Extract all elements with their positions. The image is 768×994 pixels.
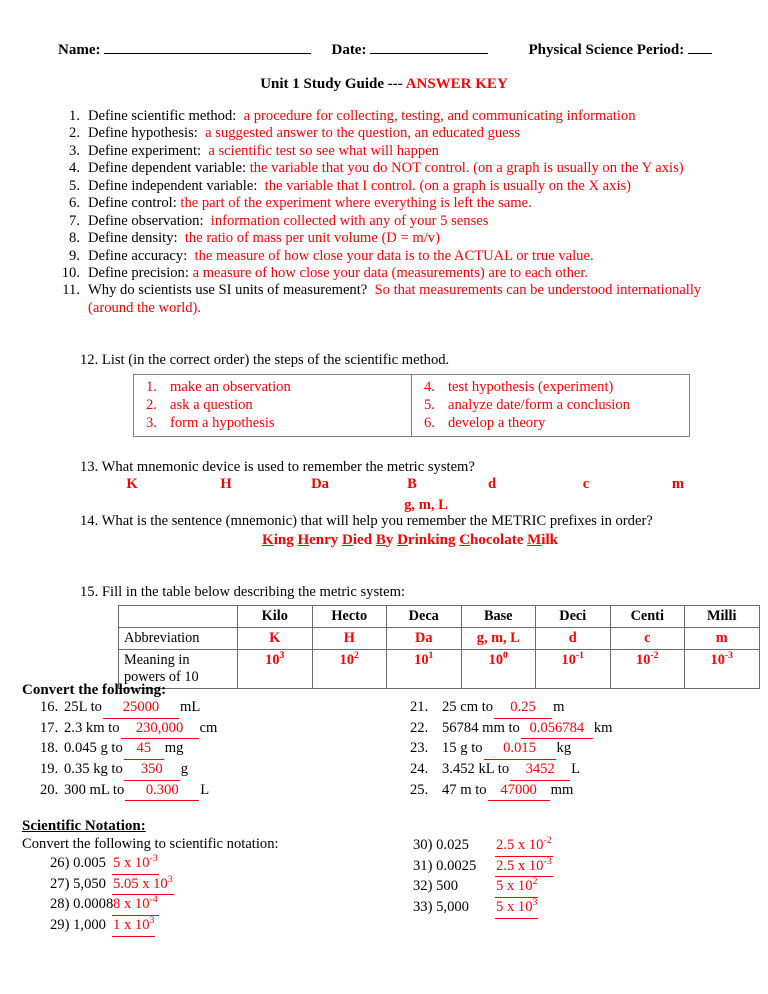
item-number: 8. bbox=[69, 230, 80, 247]
problem-value: 5,050 bbox=[73, 875, 106, 892]
list-item bbox=[58, 213, 718, 230]
item-number: 16. bbox=[40, 699, 59, 715]
item-prompt: List (in the correct order) the steps of the scientific method. bbox=[101, 352, 450, 368]
power-centi bbox=[610, 650, 685, 689]
item-answer: So that measurements can be understood internationally (around the world). bbox=[88, 282, 702, 316]
mnemonic-initial: D bbox=[397, 532, 408, 548]
answer-scientific-notation[interactable] bbox=[112, 916, 155, 937]
row-label-powers: Meaning in powers of 10 bbox=[119, 650, 238, 689]
scientific-method-steps-table bbox=[133, 374, 690, 437]
item-answer: the measure of how close your data is to the ACTUAL or true value. bbox=[194, 247, 594, 264]
period-label: Physical Science Period: bbox=[528, 41, 685, 58]
item-body bbox=[88, 125, 718, 142]
item-prompt: Define accuracy: bbox=[88, 247, 188, 264]
problem-value: 1,000 bbox=[73, 916, 106, 933]
metric-system-table bbox=[118, 605, 760, 689]
list-item bbox=[410, 836, 750, 857]
answer-blank[interactable]: 0.300 bbox=[125, 781, 199, 802]
mnemonic-rest: enry bbox=[309, 532, 339, 548]
steps-cell-left bbox=[134, 375, 412, 437]
problem-unit: m bbox=[553, 699, 565, 715]
list-item bbox=[410, 739, 760, 760]
answer-blank[interactable]: 45 bbox=[124, 739, 164, 760]
item-prompt: Define independent variable: bbox=[88, 177, 258, 194]
power-base: 10 bbox=[339, 652, 354, 669]
answer-scientific-notation[interactable] bbox=[112, 854, 159, 875]
exponent: -3 bbox=[149, 853, 158, 865]
list-item bbox=[22, 719, 412, 740]
list-item bbox=[58, 265, 718, 282]
item-number: 26) bbox=[50, 855, 70, 871]
prefix-hecto: H bbox=[220, 476, 232, 492]
scientific-notation-subheading: Convert the following to scientific notation: bbox=[22, 836, 279, 852]
title-main: Unit 1 Study Guide --- bbox=[260, 76, 406, 92]
answer-blank[interactable]: 230,000 bbox=[121, 719, 199, 740]
steps-cell-right bbox=[412, 375, 690, 437]
prefix-deca: Da bbox=[311, 476, 329, 492]
question-14-prompt-row bbox=[80, 513, 720, 530]
table-header-row bbox=[119, 606, 760, 628]
answer-blank[interactable]: 0.25 bbox=[494, 698, 552, 719]
problem-label bbox=[410, 857, 495, 877]
list-item bbox=[146, 396, 411, 414]
question-15-prompt-row bbox=[80, 584, 720, 601]
problem-text: 15 g to bbox=[442, 740, 483, 757]
prefix-base: B bbox=[407, 476, 417, 492]
column-header-milli: Milli bbox=[685, 606, 760, 628]
abbrev-milli: m bbox=[685, 628, 760, 650]
answer-scientific-notation[interactable] bbox=[495, 857, 553, 878]
step-number: 3. bbox=[146, 415, 157, 432]
item-answer: a scientific test so see what will happen bbox=[208, 142, 439, 159]
item-answer: the ratio of mass per unit volume (D = m/v) bbox=[184, 230, 440, 247]
problem-unit: cm bbox=[199, 719, 218, 736]
list-item bbox=[410, 760, 760, 781]
item-number: 25. bbox=[410, 781, 429, 798]
item-number: 15. bbox=[80, 584, 99, 600]
problem-label bbox=[22, 895, 112, 915]
list-item bbox=[58, 282, 718, 317]
item-body bbox=[88, 282, 718, 317]
exponent: -3 bbox=[543, 855, 552, 867]
item-prompt: Define hypothesis: bbox=[88, 125, 198, 142]
prefix-kilo: K bbox=[126, 476, 138, 492]
mnemonic-rest: y bbox=[385, 532, 394, 548]
item-answer: information collected with any of your 5 senses bbox=[210, 212, 489, 229]
problem-value: 500 bbox=[436, 878, 459, 895]
mnemonic-word bbox=[527, 532, 558, 548]
item-answer: a procedure for collecting, testing, and communicating information bbox=[243, 108, 636, 124]
item-prompt: Define control: bbox=[88, 195, 177, 212]
exponent: 3 bbox=[149, 915, 155, 927]
answer-scientific-notation[interactable] bbox=[495, 898, 538, 919]
problem-unit: L bbox=[571, 760, 581, 777]
date-label: Date: bbox=[331, 41, 367, 58]
problem-unit: kg bbox=[556, 740, 572, 757]
item-body bbox=[88, 230, 718, 247]
item-number: 31) bbox=[413, 857, 433, 874]
list-item bbox=[410, 857, 750, 878]
step-text: ask a question bbox=[170, 397, 253, 414]
item-prompt: Define scientific method: bbox=[88, 108, 237, 124]
name-blank[interactable] bbox=[104, 40, 311, 54]
step-number: 5. bbox=[424, 397, 435, 414]
mnemonic-initial: C bbox=[459, 532, 471, 548]
item-prompt: What mnemonic device is used to remember the metric system? bbox=[101, 459, 475, 475]
item-number: 12. bbox=[80, 352, 99, 368]
mantissa: 1 x 10 bbox=[113, 916, 150, 933]
item-prompt: Define experiment: bbox=[88, 142, 202, 159]
problem-label bbox=[22, 875, 112, 895]
item-body bbox=[88, 178, 718, 195]
item-body bbox=[88, 265, 718, 282]
item-number: 3. bbox=[69, 142, 80, 159]
question-13 bbox=[80, 459, 720, 514]
question-13-prompt-row bbox=[80, 459, 720, 476]
problem-unit: mm bbox=[550, 781, 574, 798]
problem-value: 0.005 bbox=[73, 855, 106, 871]
prefix-centi: c bbox=[582, 476, 590, 492]
column-header-hecto: Hecto bbox=[312, 606, 387, 628]
item-prompt: Why do scientists use SI units of measurement? bbox=[88, 282, 368, 299]
step-text: make an observation bbox=[170, 379, 291, 395]
answer-blank[interactable]: 0.015 bbox=[484, 739, 556, 760]
list-item bbox=[58, 143, 718, 160]
item-prompt: Define density: bbox=[88, 230, 178, 247]
mnemonic-word bbox=[297, 532, 338, 548]
list-item bbox=[424, 396, 689, 414]
prefix-deci: d bbox=[487, 476, 497, 492]
problem-text: 2.3 km to bbox=[64, 719, 120, 736]
power-base: 10 bbox=[488, 652, 503, 669]
power-exponent: 3 bbox=[279, 650, 285, 662]
exponent: 3 bbox=[167, 873, 173, 885]
list-item bbox=[424, 414, 689, 432]
abbrev-deci: d bbox=[536, 628, 611, 650]
step-number: 4. bbox=[424, 379, 435, 395]
question-12-prompt-row bbox=[80, 352, 720, 369]
row-label-abbreviation: Abbreviation bbox=[119, 628, 238, 650]
power-deca bbox=[387, 650, 462, 689]
table-row-powers bbox=[119, 650, 760, 689]
power-exponent: 2 bbox=[353, 650, 359, 662]
item-number: 11. bbox=[62, 282, 80, 299]
table-row bbox=[134, 375, 690, 437]
list-item bbox=[22, 760, 412, 781]
problem-value: 0.025 bbox=[436, 837, 469, 853]
name-label: Name: bbox=[58, 41, 101, 58]
list-item bbox=[58, 230, 718, 247]
column-header-deca: Deca bbox=[387, 606, 462, 628]
exponent: 3 bbox=[532, 897, 538, 909]
power-exponent: -3 bbox=[724, 650, 733, 662]
item-body bbox=[88, 213, 718, 230]
answer-scientific-notation[interactable] bbox=[495, 877, 538, 898]
problem-label bbox=[22, 854, 112, 874]
item-number: 1. bbox=[69, 108, 80, 124]
mnemonic-word bbox=[342, 532, 372, 548]
item-number: 27) bbox=[50, 875, 70, 892]
problem-text: 0.045 g to bbox=[64, 740, 123, 757]
answer-blank[interactable]: 350 bbox=[124, 760, 180, 781]
problem-text: 47 m to bbox=[442, 781, 487, 798]
question-14 bbox=[80, 513, 720, 549]
item-body bbox=[88, 195, 718, 212]
problem-value: 0.0008 bbox=[73, 896, 114, 913]
convert-column-left bbox=[22, 698, 412, 801]
item-body bbox=[88, 108, 718, 125]
problem-value: 0.0025 bbox=[436, 857, 477, 874]
date-blank[interactable] bbox=[370, 40, 488, 54]
step-number: 6. bbox=[424, 415, 435, 432]
list-item bbox=[22, 854, 402, 875]
power-milli bbox=[685, 650, 760, 689]
step-text: test hypothesis (experiment) bbox=[448, 379, 614, 395]
item-body bbox=[88, 248, 718, 265]
item-number: 6. bbox=[69, 195, 80, 212]
list-item bbox=[58, 160, 718, 177]
answer-scientific-notation[interactable] bbox=[495, 836, 553, 857]
item-number: 10. bbox=[61, 264, 80, 281]
exponent: -2 bbox=[543, 835, 552, 847]
convert-column-right bbox=[410, 698, 760, 801]
list-item bbox=[146, 414, 411, 432]
mnemonic-initial: K bbox=[262, 532, 274, 548]
list-item bbox=[58, 108, 718, 125]
page-title bbox=[0, 76, 768, 93]
table-row-abbreviation bbox=[119, 628, 760, 650]
item-answer: the part of the experiment where everything is left the same. bbox=[180, 195, 532, 212]
mantissa: 5 x 10 bbox=[496, 878, 533, 895]
scientific-notation-column-right bbox=[410, 836, 750, 919]
item-number: 22. bbox=[410, 719, 429, 736]
item-number: 17. bbox=[40, 719, 59, 736]
mnemonic-word bbox=[262, 532, 294, 548]
answer-blank[interactable]: 0.056784 bbox=[521, 719, 593, 740]
power-base: 10 bbox=[561, 652, 576, 669]
list-item bbox=[410, 698, 760, 719]
mantissa: 2.5 x 10 bbox=[496, 857, 544, 874]
item-number: 20. bbox=[40, 781, 59, 798]
scientific-notation-heading: Scientific Notation: bbox=[22, 818, 146, 834]
exponent: -4 bbox=[149, 894, 158, 906]
problem-label bbox=[410, 898, 495, 918]
metric-prefix-row bbox=[80, 476, 720, 497]
title-answer-key: ANSWER KEY bbox=[405, 76, 508, 92]
list-item bbox=[22, 698, 412, 719]
exponent: 2 bbox=[532, 876, 538, 888]
power-base-unit bbox=[461, 650, 536, 689]
item-number: 21. bbox=[410, 699, 429, 715]
mnemonic-rest: ing bbox=[273, 532, 294, 548]
item-number: 4. bbox=[69, 160, 80, 177]
item-number: 23. bbox=[410, 740, 429, 757]
power-deci bbox=[536, 650, 611, 689]
abbrev-kilo: K bbox=[238, 628, 313, 650]
question-15 bbox=[80, 584, 737, 689]
problem-label bbox=[410, 836, 495, 856]
item-prompt: Define observation: bbox=[88, 212, 204, 229]
list-item bbox=[58, 248, 718, 265]
step-number: 2. bbox=[146, 397, 157, 414]
problem-label bbox=[410, 877, 495, 897]
abbrev-hecto: H bbox=[312, 628, 387, 650]
list-item bbox=[22, 916, 402, 937]
step-number: 1. bbox=[146, 379, 157, 395]
mantissa: 5 x 10 bbox=[113, 855, 150, 871]
student-info-header bbox=[58, 40, 724, 59]
mnemonic-word bbox=[376, 532, 394, 548]
problem-text: 25L to bbox=[64, 699, 102, 715]
answer-scientific-notation[interactable] bbox=[112, 875, 174, 896]
list-item bbox=[410, 898, 750, 919]
item-prompt: Fill in the table below describing the metric system: bbox=[101, 584, 406, 600]
mantissa: 5 x 10 bbox=[496, 898, 533, 915]
item-number: 2. bbox=[69, 125, 80, 142]
item-number: 32) bbox=[413, 878, 433, 895]
problem-unit: L bbox=[200, 781, 210, 798]
problem-unit: km bbox=[593, 719, 613, 736]
power-base: 10 bbox=[414, 652, 429, 669]
problem-text: 300 mL to bbox=[64, 781, 125, 798]
list-item bbox=[58, 195, 718, 212]
mnemonic-rest: ied bbox=[352, 532, 373, 548]
item-prompt: What is the sentence (mnemonic) that will help you remember the METRIC prefixes in order? bbox=[101, 513, 653, 529]
question-12 bbox=[80, 352, 720, 437]
answer-scientific-notation[interactable] bbox=[112, 895, 159, 916]
power-exponent: 0 bbox=[502, 650, 508, 662]
list-item bbox=[424, 378, 689, 396]
problem-value: 5,000 bbox=[436, 898, 469, 915]
problem-unit: mg bbox=[164, 740, 184, 757]
list-item bbox=[410, 781, 760, 802]
item-number: 13. bbox=[80, 459, 99, 475]
mnemonic-word bbox=[459, 532, 523, 548]
item-answer: a suggested answer to the question, an educated guess bbox=[205, 125, 521, 142]
list-item bbox=[22, 739, 412, 760]
power-base: 10 bbox=[636, 652, 651, 669]
list-item bbox=[58, 125, 718, 142]
item-prompt: Define precision: bbox=[88, 264, 189, 281]
item-number: 9. bbox=[69, 247, 80, 264]
item-body bbox=[88, 143, 718, 160]
mnemonic-initial: M bbox=[527, 532, 542, 548]
mnemonic-rest: hocolate bbox=[470, 532, 524, 548]
power-base: 10 bbox=[265, 652, 280, 669]
mantissa: 2.5 x 10 bbox=[496, 837, 544, 853]
power-exponent: -2 bbox=[650, 650, 659, 662]
item-body bbox=[88, 160, 718, 177]
mnemonic-word bbox=[397, 532, 455, 548]
problem-unit: mL bbox=[179, 699, 201, 715]
item-number: 18. bbox=[40, 740, 59, 757]
definitions-list bbox=[58, 108, 718, 317]
list-item bbox=[22, 895, 402, 916]
item-number: 30) bbox=[413, 837, 433, 853]
problem-label bbox=[22, 916, 112, 936]
mnemonic-initial: H bbox=[297, 532, 310, 548]
problem-text: 56784 mm to bbox=[442, 719, 520, 736]
column-header-blank bbox=[119, 606, 238, 628]
list-item bbox=[22, 781, 412, 802]
power-kilo bbox=[238, 650, 313, 689]
power-exponent: -1 bbox=[575, 650, 584, 662]
scientific-notation-column-left bbox=[22, 854, 402, 937]
item-number: 28) bbox=[50, 896, 70, 913]
mnemonic-rest: rinking bbox=[407, 532, 456, 548]
problem-text: 3.452 kL to bbox=[442, 760, 510, 777]
power-exponent: 1 bbox=[428, 650, 434, 662]
item-number: 5. bbox=[69, 177, 80, 194]
problem-unit: g bbox=[180, 760, 189, 777]
list-item bbox=[58, 178, 718, 195]
mnemonic-sentence bbox=[100, 532, 720, 549]
answer-blank[interactable]: 47000 bbox=[488, 781, 550, 802]
power-hecto bbox=[312, 650, 387, 689]
item-answer: the variable that I control. (on a graph is usually on the X axis) bbox=[264, 177, 632, 194]
item-number: 33) bbox=[413, 898, 433, 915]
period-blank[interactable] bbox=[688, 40, 712, 54]
mantissa: 5.05 x 10 bbox=[113, 875, 168, 892]
convert-heading: Convert the following: bbox=[22, 682, 167, 698]
item-number: 19. bbox=[40, 760, 59, 777]
abbrev-base: g, m, L bbox=[461, 628, 536, 650]
column-header-base: Base bbox=[461, 606, 536, 628]
list-item bbox=[410, 719, 760, 740]
abbrev-deca: Da bbox=[387, 628, 462, 650]
list-item bbox=[22, 875, 402, 896]
answer-blank[interactable]: 25000 bbox=[103, 698, 179, 719]
item-answer: the variable that you do NOT control. (on a graph is usually on the Y axis) bbox=[249, 160, 684, 177]
list-item bbox=[146, 378, 411, 396]
item-number: 29) bbox=[50, 916, 70, 933]
column-header-deci: Deci bbox=[536, 606, 611, 628]
power-base: 10 bbox=[710, 652, 725, 669]
item-number: 7. bbox=[69, 212, 80, 229]
item-number: 24. bbox=[410, 760, 429, 777]
step-text: form a hypothesis bbox=[170, 415, 275, 432]
item-prompt: Define dependent variable: bbox=[88, 160, 247, 177]
answer-blank[interactable]: 3452 bbox=[510, 760, 570, 781]
step-text: analyze date/form a conclusion bbox=[448, 397, 630, 414]
problem-text: 0.35 kg to bbox=[64, 760, 123, 777]
mnemonic-rest: ilk bbox=[541, 532, 558, 548]
abbrev-centi: c bbox=[610, 628, 685, 650]
column-header-kilo: Kilo bbox=[238, 606, 313, 628]
problem-text: 25 cm to bbox=[442, 699, 494, 715]
list-item bbox=[410, 877, 750, 898]
item-number: 14. bbox=[80, 513, 99, 529]
item-answer: a measure of how close your data (measurements) are to each other. bbox=[192, 264, 589, 281]
column-header-centi: Centi bbox=[610, 606, 685, 628]
step-text: develop a theory bbox=[448, 415, 546, 432]
mnemonic-initial: D bbox=[342, 532, 353, 548]
mantissa: 8 x 10 bbox=[113, 896, 150, 913]
base-units-label: g, m, L bbox=[404, 497, 448, 513]
mnemonic-initial: B bbox=[375, 532, 386, 548]
prefix-milli: m bbox=[671, 476, 685, 492]
